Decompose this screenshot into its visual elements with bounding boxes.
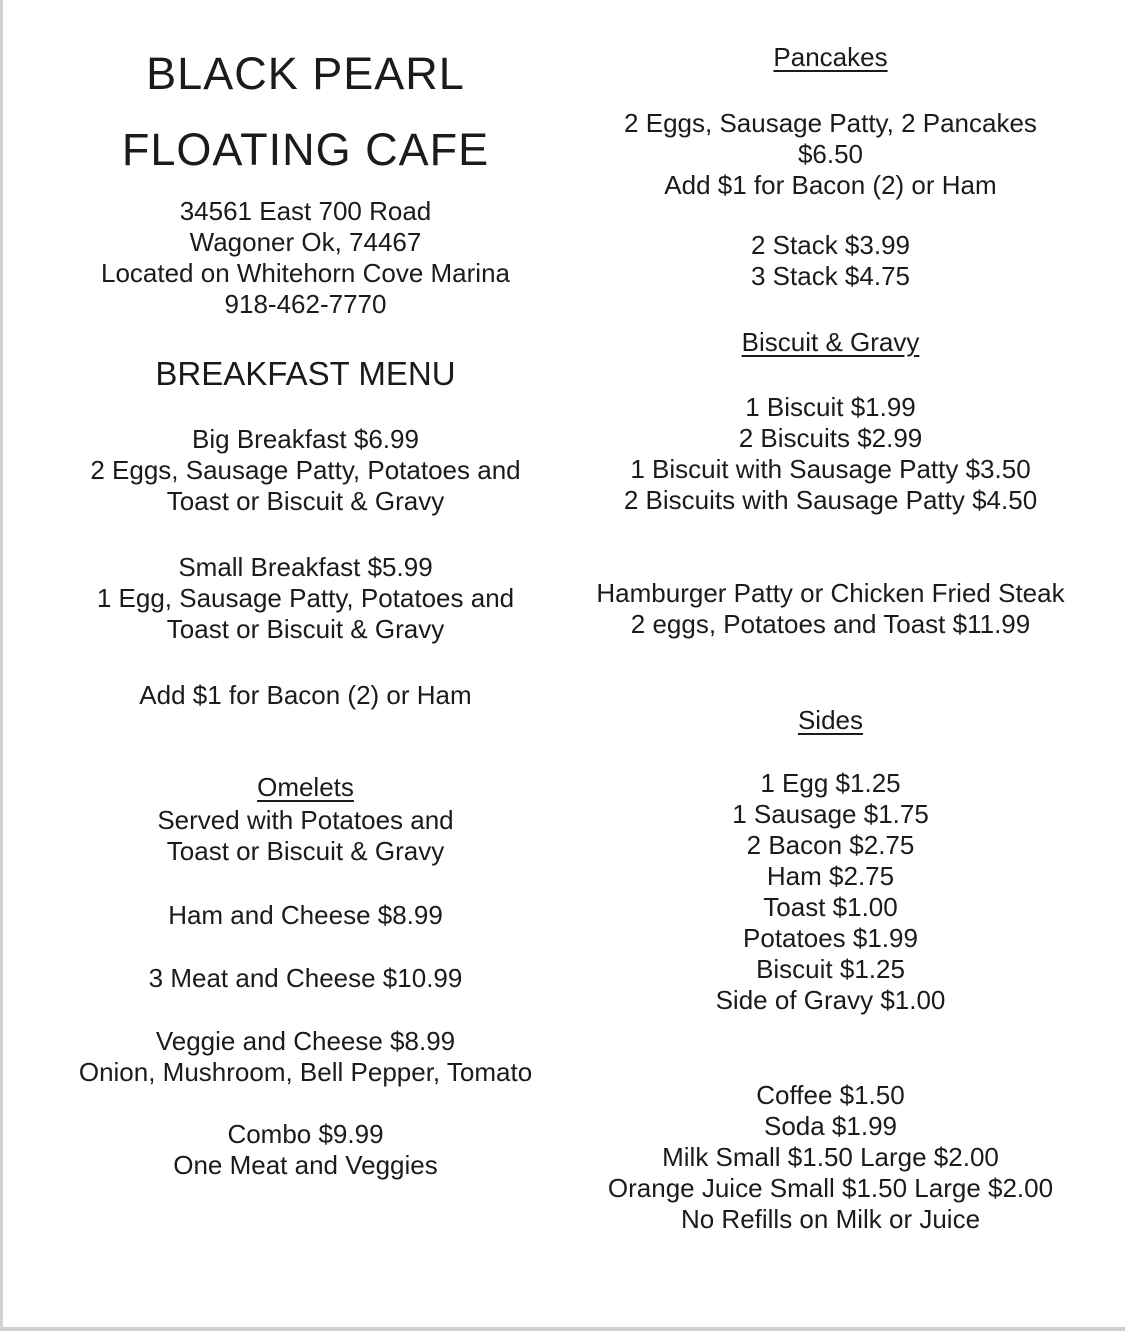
item-name-price: 2 Biscuits $2.99 bbox=[738, 423, 923, 453]
omelets-subtitle bbox=[33, 805, 578, 867]
item-description: 2 Eggs, Sausage Patty, 2 Pancakes bbox=[624, 108, 1037, 138]
item-name-price: Big Breakfast $6.99 bbox=[192, 424, 419, 454]
item-price: $6.50 bbox=[797, 139, 864, 169]
item-description: 1 Egg, Sausage Patty, Potatoes and bbox=[96, 583, 515, 613]
item-name-price: Coffee $1.50 bbox=[756, 1080, 905, 1110]
item-description: Toast or Biscuit & Gravy bbox=[166, 614, 445, 644]
address-location: Located on Whitehorn Cove Marina bbox=[100, 258, 510, 288]
item-name-price: 1 Egg $1.25 bbox=[760, 768, 901, 798]
sides-section-heading: Sides bbox=[797, 705, 864, 735]
drinks-note: No Refills on Milk or Juice bbox=[680, 1204, 981, 1234]
item-description: Hamburger Patty or Chicken Fried Steak bbox=[596, 578, 1065, 608]
pancake-stacks bbox=[588, 230, 1073, 292]
item-name-price: 3 Stack $4.75 bbox=[751, 261, 910, 291]
right-column bbox=[588, 0, 1073, 1331]
drinks-items bbox=[588, 1080, 1073, 1235]
item-name-price: Soda $1.99 bbox=[763, 1111, 897, 1141]
item-description: One Meat and Veggies bbox=[173, 1150, 438, 1180]
item-name-price: Potatoes $1.99 bbox=[743, 923, 918, 953]
item-name-price: Orange Juice Small $1.50 Large $2.00 bbox=[607, 1173, 1054, 1203]
restaurant-name-line1: BLACK PEARL bbox=[146, 48, 465, 99]
biscuit-gravy-items bbox=[588, 392, 1073, 516]
phone-number: 918-462-7770 bbox=[224, 289, 387, 319]
big-breakfast-item bbox=[33, 424, 578, 517]
omelet-3-meat-cheese: 3 Meat and Cheese $10.99 bbox=[148, 963, 463, 993]
omelet-combo bbox=[33, 1119, 578, 1181]
omelet-veggie-cheese bbox=[33, 1026, 578, 1088]
omelets-section-heading: Omelets bbox=[257, 772, 354, 802]
item-name-price: 2 Biscuits with Sausage Patty $4.50 bbox=[623, 485, 1038, 515]
item-name-price: Side of Gravy $1.00 bbox=[715, 985, 946, 1015]
item-name-price: 1 Biscuit with Sausage Patty $3.50 bbox=[630, 454, 1031, 484]
item-description: Toast or Biscuit & Gravy bbox=[166, 486, 445, 516]
item-name-price: Milk Small $1.50 Large $2.00 bbox=[662, 1142, 999, 1172]
hamburger-special-item bbox=[588, 578, 1073, 640]
item-name-price: 2 Bacon $2.75 bbox=[746, 830, 915, 860]
item-name-price: Toast $1.00 bbox=[763, 892, 898, 922]
address-city: Wagoner Ok, 74467 bbox=[189, 227, 422, 257]
restaurant-name-line2: FLOATING CAFE bbox=[121, 124, 490, 175]
item-name-price: Veggie and Cheese $8.99 bbox=[155, 1026, 456, 1056]
small-breakfast-item bbox=[33, 552, 578, 645]
item-description: Onion, Mushroom, Bell Pepper, Tomato bbox=[78, 1057, 533, 1087]
item-name-price: 1 Biscuit $1.99 bbox=[745, 392, 916, 422]
address-street: 34561 East 700 Road bbox=[179, 196, 432, 226]
section-subtitle: Served with Potatoes and bbox=[157, 805, 454, 835]
item-name-price: Biscuit $1.25 bbox=[756, 954, 905, 984]
item-name-price: Combo $9.99 bbox=[227, 1119, 384, 1149]
item-description: 2 Eggs, Sausage Patty, Potatoes and bbox=[90, 455, 521, 485]
pancakes-combo-item bbox=[588, 108, 1073, 201]
addon-note: Add $1 for Bacon (2) or Ham bbox=[139, 680, 472, 710]
section-subtitle: Toast or Biscuit & Gravy bbox=[166, 836, 445, 866]
sides-items bbox=[588, 768, 1073, 1016]
menu-title: BREAKFAST MENU bbox=[155, 355, 456, 392]
item-name-price: 2 eggs, Potatoes and Toast $11.99 bbox=[630, 609, 1031, 639]
address-block bbox=[33, 196, 578, 320]
item-name-price: 2 Stack $3.99 bbox=[751, 230, 910, 260]
pancakes-section-heading: Pancakes bbox=[773, 42, 888, 72]
biscuit-gravy-section-heading: Biscuit & Gravy bbox=[741, 327, 920, 357]
left-column bbox=[33, 0, 578, 1331]
item-name-price: 1 Sausage $1.75 bbox=[732, 799, 929, 829]
item-name-price: Small Breakfast $5.99 bbox=[178, 552, 433, 582]
omelet-ham-cheese: Ham and Cheese $8.99 bbox=[168, 900, 443, 930]
item-name-price: Ham $2.75 bbox=[766, 861, 895, 891]
addon-note: Add $1 for Bacon (2) or Ham bbox=[664, 170, 997, 200]
